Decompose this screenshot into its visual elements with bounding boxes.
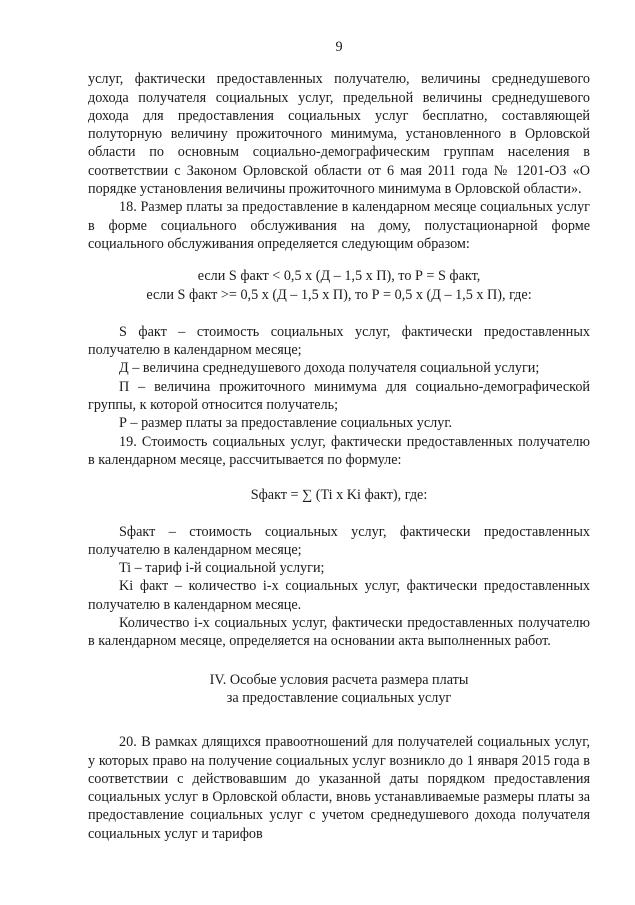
- paragraph-20: 20. В рамках длящихся правоотношений для получателей социальных услуг, у которых право на получение социальных услуг возникло до 1 января 2015 года в соответствии с действовавшим до указанной даты порядком предоставления социальных услуг в Орловской области, вновь устанавливаемые размеры платы за предоставление социальных услуг с учетом среднедушевого дохода получателя социальных услуг и тарифов: [88, 734, 590, 842]
- formula-sum: Sфакт = ∑ (Ti х Ki факт), где:: [250, 487, 428, 504]
- paragraph-18: 18. Размер платы за предоставление в календарном месяце социальных услуг в форме социального обслуживания на дому, полустационарной форме социального обслуживания определяется следующим образом:: [88, 199, 590, 252]
- section-title-line-2: за предоставление социальных услуг: [226, 689, 452, 706]
- definition-r: Р – размер платы за предоставление социальных услуг.: [119, 415, 453, 432]
- formula-condition-2: если S факт >= 0,5 х (Д – 1,5 х П), то Р = 0,5 х (Д – 1,5 х П), где:: [146, 286, 532, 303]
- formula-condition-1: если S факт < 0,5 х (Д – 1,5 х П), то Р = S факт,: [197, 268, 481, 285]
- page-number: 9: [335, 39, 343, 55]
- definition-sfakt: Sфакт – стоимость социальных услуг, фактически предоставленных получателю в календарном месяце;: [88, 523, 590, 558]
- paragraph-intro: услуг, фактически предоставленных получателю, величины среднедушевого дохода получателя социальных услуг, предельной величины среднедушевого дохода для предоставления социальных услуг бесплатно, составляющей полуторную величину прожиточного минимума, установленного в Орловской области по основным социально-демографическим группам населения в соответствии с Законом Орловской области от 6 мая 2011 года № 1201-ОЗ «О порядке установления величины прожиточного минимума в Орловской области».: [88, 71, 590, 198]
- definition-d: Д – величина среднедушевого дохода получателя социальной услуги;: [119, 360, 540, 377]
- definition-ki: Ki факт – количество i-х социальных услуг, фактически предоставленных получателю в календарном месяце.: [88, 578, 590, 613]
- definition-p: П – величина прожиточного минимума для социально-демографической группы, к которой относится получатель;: [88, 378, 590, 414]
- document-page: [88, 38, 590, 843]
- paragraph-19: 19. Стоимость социальных услуг, фактически предоставленных получателю в календарном месяце, рассчитывается по формуле:: [88, 433, 590, 468]
- paragraph-count: Количество i-х социальных услуг, фактически предоставленных получателю в календарном месяце, определяется на основании акта выполненных работ.: [88, 615, 590, 650]
- section-title-line-1: IV. Особые условия расчета размера платы: [209, 671, 469, 688]
- definition-ti: Ti – тариф i-й социальной услуги;: [119, 560, 325, 577]
- definition-s-fakt: S факт – стоимость социальных услуг, фактически предоставленных получателю в календарном месяце;: [88, 323, 590, 359]
- section-heading: [88, 671, 590, 708]
